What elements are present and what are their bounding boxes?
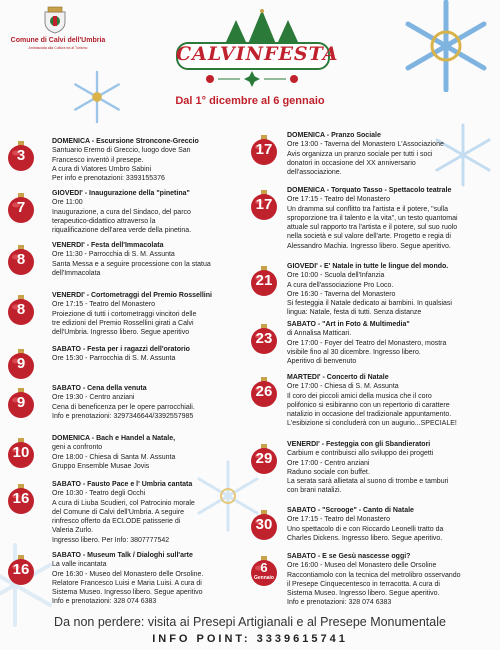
event-detail: Info e prenotazioni: 328 074 6383: [287, 599, 392, 607]
date-ornament-icon: [6, 245, 36, 275]
event-day: 8: [16, 251, 26, 268]
date-ornament-icon: [249, 556, 279, 586]
comune-name: Comune di Calvi dell'Umbria: [10, 37, 106, 44]
event-detail: dell'associazione.: [287, 169, 342, 177]
date-ornament-icon: [6, 438, 36, 468]
event-detail: Ore 16:30 - Museo del Monastero delle Orsoline.: [52, 570, 204, 578]
date-ornament-icon: [249, 444, 279, 474]
date-ornament-icon: [6, 484, 36, 514]
date-ornament-icon: [249, 266, 279, 296]
footer-note: Da non perdere: visita ai Presepi Artigianali e al Presepe Monumentale: [54, 615, 446, 629]
snowflake-icon: [68, 68, 126, 126]
event-day: 16: [12, 490, 30, 507]
event-item: [287, 131, 489, 177]
event-detail: Santa Messa e a seguire processione con la statua: [52, 260, 211, 268]
event-title: SABATO - Fausto Pace e l' Umbria cantata: [52, 481, 193, 488]
date-ornament-icon: [6, 141, 36, 171]
event-detail: nella società e sul valore dell'arte. Progetto e regia di: [287, 233, 451, 241]
event-detail: Avis organizza un pranzo sociale per tutti i soci: [287, 150, 433, 158]
event-item: [287, 320, 489, 366]
event-detail: Ore 10:30 - Teatro degli Occhi: [52, 490, 146, 498]
event-detail: con brani natalizi.: [287, 487, 342, 495]
event-detail: rinfresco offerto da ECLODE patisserie di: [52, 518, 181, 526]
event-item: [287, 440, 489, 496]
event-item: [52, 189, 244, 235]
event-detail: Raduno sociale con buffet.: [287, 468, 370, 476]
event-detail: Francesco inventò il presepe.: [52, 156, 144, 164]
event-detail: Sistema Museo. Ingresso libero. Segue aperitivo: [52, 589, 203, 597]
event-title: VENERDI' - Festeggia con gli Sbandieratori: [287, 441, 431, 448]
event-item: [52, 480, 244, 545]
event-title: VENERDI' - Festa dell'Immacolata: [52, 242, 164, 249]
event-detail: Valeria Zurlo.: [52, 527, 94, 535]
date-ornament-icon: [249, 510, 279, 540]
event-detail: Charles Dickens. Ingresso libero. Segue aperitivo.: [287, 534, 443, 542]
event-detail: terapeutico-didattico attraverso la: [52, 217, 156, 225]
event-detail: il Presepe Cinquecentesco in terracotta. A cura di: [287, 580, 440, 588]
event-detail: A cura dell'associazione Pro Loco.: [287, 281, 394, 289]
event-detail: Ore 18:00 - Chiesa di Santa M. Assunta: [52, 453, 176, 461]
event-detail: Relatore Francesco Luisi e Maria Luisi. A cura di: [52, 579, 202, 587]
event-item: [287, 552, 489, 608]
event-logo: CALVINFESTA: [176, 43, 339, 65]
event-title: DOMENICA - Bach e Handel a Natale,: [52, 435, 176, 442]
event-item: [52, 384, 244, 421]
date-ornament-icon: [249, 324, 279, 354]
date-ornament-icon: [249, 190, 279, 220]
event-day: 23: [255, 330, 273, 347]
event-detail: Alessandro Machia. Ingresso libero. Segue aperitivo.: [287, 242, 451, 250]
event-detail: donatori in occasione del XX anniversario: [287, 159, 416, 167]
date-ornament-icon: [6, 349, 36, 379]
event-day: 10: [12, 444, 30, 461]
event-detail: Ore 11:00: [52, 199, 83, 207]
event-detail: del Comune di Calvi dell'Umbria. A seguire: [52, 508, 185, 516]
event-day: 30: [255, 516, 273, 533]
event-item: [287, 262, 489, 318]
event-detail: Ore 10:00 - Scuola dell'Infanzia: [287, 272, 385, 280]
event-detail: Cena di beneficenza per le opere parrocchiali.: [52, 403, 195, 411]
event-detail: Per info e prenotazioni: 3393155376: [52, 175, 165, 183]
event-detail: Ore 17:15 - Teatro del Monastero: [52, 301, 155, 309]
event-day: 6: [260, 560, 268, 575]
event-detail: Raccontiamolo con la tecnica del metrolibro osservando: [287, 571, 461, 579]
event-detail: Ore 15:30 - Parrocchia di S. M. Assunta: [52, 355, 176, 363]
event-day: 17: [255, 196, 273, 213]
event-day: 17: [255, 141, 273, 158]
event-detail: Si festeggia il Natale dedicato ai bambini. In qualsiasi: [287, 300, 452, 308]
event-detail: Ore 17:00 - Chiesa di S. M. Assunta: [287, 383, 399, 391]
event-detail: Un dramma sul conflitto tra l'artista e il potere, "sulla: [287, 205, 448, 213]
coat-of-arms-icon: [42, 6, 68, 34]
event-item: [52, 551, 244, 607]
event-item: [52, 291, 244, 337]
event-title: SABATO - Festa per i ragazzi dell'oratorio: [52, 346, 190, 353]
event-detail: Ore 17:15 - Teatro del Monastero: [287, 196, 390, 204]
event-detail: riqualificazione dell'area verde della pinetina.: [52, 227, 192, 235]
event-detail: attuale sul rapporto tra l'artista e il potere, sul suo ruolo: [287, 224, 458, 232]
event-item: [52, 345, 244, 364]
event-detail: Carbium e contribuisci allo sviluppo dei progetti: [287, 450, 434, 458]
event-day: 21: [255, 272, 273, 289]
date-ornament-icon: [6, 388, 36, 418]
event-detail: tre edizioni del Premio Rossellini girati a Calvi: [52, 319, 194, 327]
event-detail: Info e prenotazioni: 3297346644/3392557985: [52, 412, 194, 420]
event-detail: Info e prenotazioni: 328 074 6383: [52, 598, 157, 606]
event-title: SABATO - "Art in Foto & Multimedia": [287, 321, 410, 328]
event-title: MARTEDI' - Concerto di Natale: [287, 374, 389, 381]
event-title: SABATO - E se Gesù nascesse oggi?: [287, 553, 411, 560]
date-range: Dal 1° dicembre al 6 gennaio: [175, 95, 325, 107]
event-detail: La serata sarà allietata al suono di trombe e tamburi: [287, 478, 449, 486]
date-ornament-icon: [249, 377, 279, 407]
event-title: GIOVEDI' - Inaugurazione della "pinetina": [52, 190, 190, 197]
event-title: GIOVEDI' - E' Natale in tutte le lingue del mondo.: [287, 263, 449, 270]
event-title: DOMENICA - Torquato Tasso - Spettacolo teatrale: [287, 187, 452, 194]
event-title: VENERDI' - Cortometraggi del Premio Rossellini: [52, 292, 212, 299]
event-detail: visibile fino al 30 dicembre. Ingresso libero.: [287, 348, 421, 356]
snowflake-icon: [392, 0, 500, 92]
event-day: 9: [16, 355, 26, 372]
event-detail: Ore 13:00 - Taverna del Monastero L'Associazione: [287, 141, 444, 149]
event-detail: di Annalisa Matticari.: [287, 330, 352, 338]
event-detail: A cura di Viatores Umbro Sabini: [52, 165, 152, 173]
event-detail: Ore 16:30 - Taverna del Monastero: [287, 290, 396, 298]
event-detail: dell'Immacolata: [52, 269, 101, 277]
event-day: 9: [16, 394, 26, 411]
info-point: INFO POINT: 3339615741: [152, 633, 348, 645]
event-detail: polifonico si esibiranno con un repertorio di carattere: [287, 401, 450, 409]
event-detail: Ore 17:00 - Foyer del Teatro del Monastero, mostra: [287, 339, 447, 347]
date-ornament-icon: [249, 135, 279, 165]
date-ornament-icon: [6, 193, 36, 223]
event-day: 7: [16, 199, 26, 216]
event-title: SABATO - "Scrooge" - Canto di Natale: [287, 507, 414, 514]
event-detail: Ore 17:00 - Centro anziani: [287, 459, 370, 467]
event-detail: natalizio in occasione del tradizionale appuntamento.: [287, 411, 452, 419]
event-detail: L'esibizione si concluderà con un augurio...SPECIALE!: [287, 420, 457, 428]
event-title: SABATO - Museum Talk / Dialoghi sull'arte: [52, 552, 193, 559]
event-day: 29: [255, 450, 273, 467]
event-detail: La valle incantata: [52, 561, 107, 569]
event-detail: Ore 17:15 - Teatro del Monastero: [287, 516, 390, 524]
comune-subtitle: Ambasciata alla Cultura ed al Turismo: [28, 46, 88, 50]
event-day: 8: [16, 301, 26, 318]
event-detail: Santuario Eremo di Greccio, luogo dove San: [52, 147, 191, 155]
event-detail: sproporzione tra il talento e la vita", un testo quantomai: [287, 214, 458, 222]
event-title: SABATO - Cena della venuta: [52, 385, 147, 392]
event-detail: Sistema Museo. Ingresso libero. Segue aperitivo.: [287, 590, 440, 598]
event-title: DOMENICA - Pranzo Sociale: [287, 132, 381, 139]
date-ornament-icon: [6, 295, 36, 325]
event-item: [287, 186, 489, 251]
event-title: DOMENICA - Escursione Stroncone-Greccio: [52, 138, 199, 145]
event-item: [52, 241, 244, 278]
event-detail: Il coro dei piccoli amici della musica che il coro: [287, 392, 432, 400]
event-detail: geni a confronto: [52, 444, 103, 452]
event-detail: Ingresso libero. Per Info: 3807777542: [52, 536, 170, 544]
event-item: [52, 434, 244, 471]
event-day: 3: [16, 147, 26, 164]
event-detail: Ore 11:30 - Parrocchia di S. M. Assunta: [52, 251, 175, 259]
event-day: 16: [12, 561, 30, 578]
ornament-row-icon: [200, 70, 304, 88]
date-ornament-icon: [6, 555, 36, 585]
event-detail: Ore 19:30 - Centro anziani: [52, 394, 135, 402]
event-detail: lingua: Natale, festa di tutti. Senza distanze: [287, 309, 422, 317]
event-detail: Inaugurazione, a cura del Sindaco, del parco: [52, 208, 191, 216]
event-detail: Ore 16:00 - Museo del Monastero delle Orsoline: [287, 562, 437, 570]
event-detail: Uno spettacolo di e con Riccardo Leonelli tratto da: [287, 525, 444, 533]
event-detail: Aperitivo di benvenuto: [287, 358, 357, 366]
event-detail: A cura di Liuba Scudieri, col Patrocinio morale: [52, 499, 195, 507]
event-day: 26: [255, 383, 273, 400]
event-item: [287, 373, 489, 429]
christmas-trees-icon: [222, 8, 302, 46]
event-month: Gennaio: [253, 575, 274, 581]
event-detail: dell'Umbria. Ingresso libero. Segue aperitivo: [52, 329, 190, 337]
event-detail: Proiezione di tutti i cortometraggi vincitori delle: [52, 310, 197, 318]
event-detail: Gruppo Ensemble Musae Jovis: [52, 462, 150, 470]
event-item: [52, 137, 244, 183]
event-item: [287, 506, 489, 543]
